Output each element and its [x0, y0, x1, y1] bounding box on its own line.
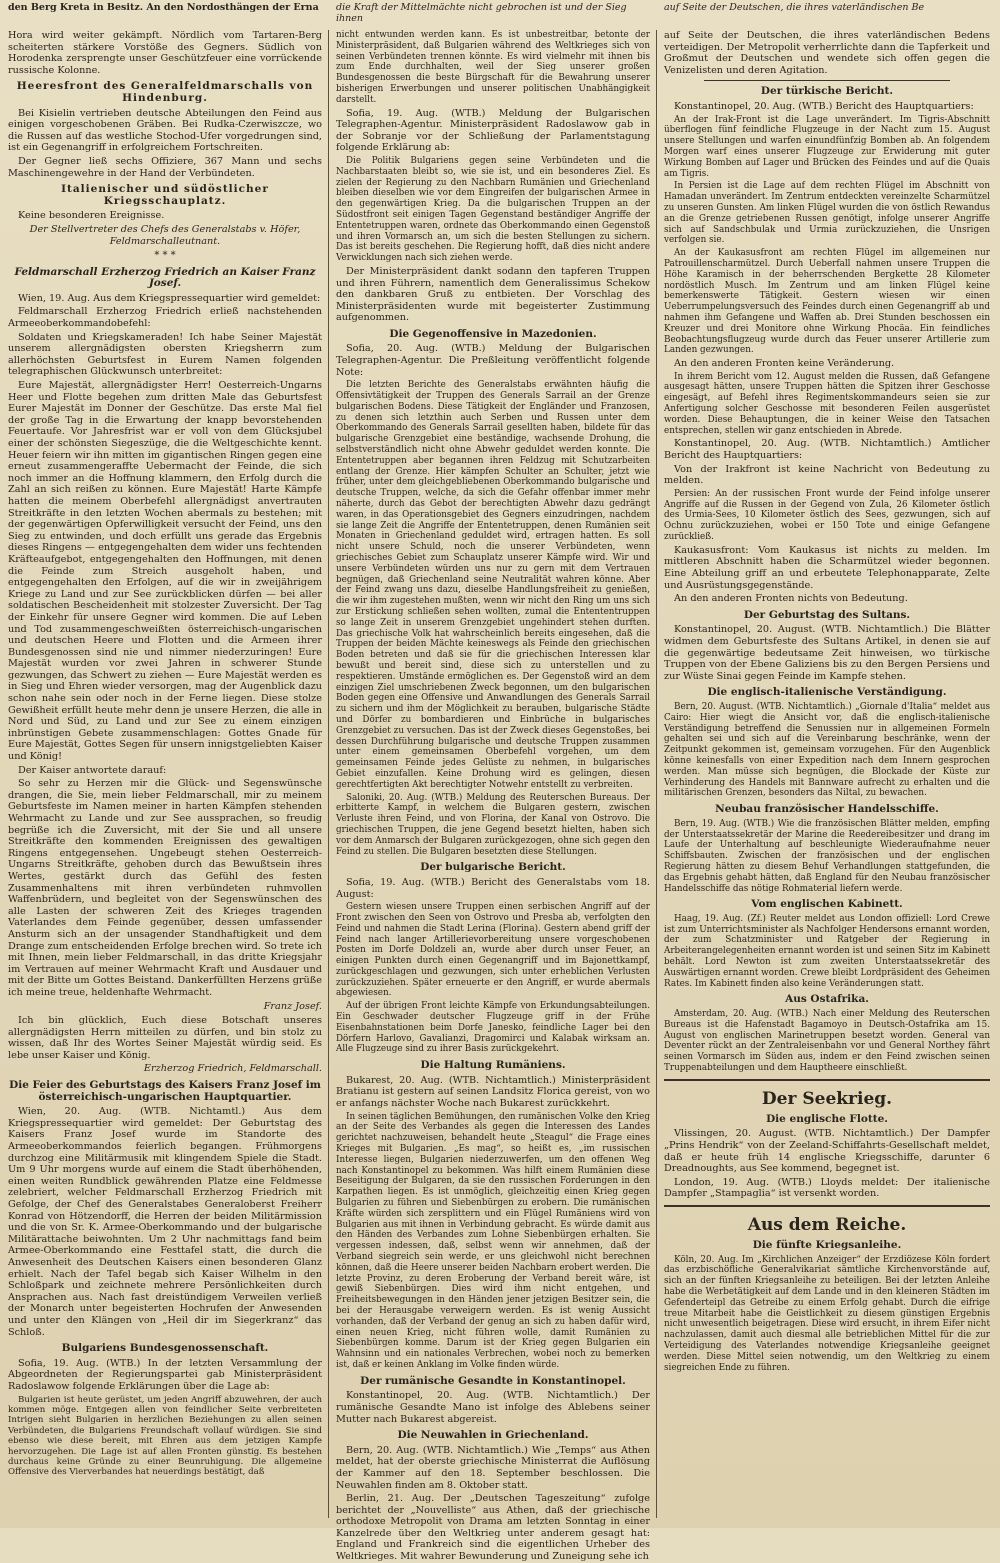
article-text: London, 19. Aug. (WTB.) Lloyds meldet: Der italienische Dampfer „Stampaglia“ ist versenkt worden. [664, 1176, 990, 1200]
article-text: An den anderen Fronten keine Veränderung. [674, 358, 895, 370]
article-text: Amsterdam, 20. Aug. (WTB.) Nach einer Meldung des Reuterschen Bureaus ist die Hafenstadt Bagamoyo in Deutsch-Ostafrika am 15. August von englischen Marinetruppen besetzt worden. General van Deventer rückt an der Zentraleisenbahn vor und General Northey fährt seinen Vormarsch im Süden aus, indem er den Feind zwischen seinen Truppenabteilungen und dem Hauptheere einschließt. [664, 1009, 990, 1074]
article-headline: Der Geburtstag des Sultans. [743, 608, 911, 621]
article-text: Kaukasusfront: Vom Kaukasus ist nichts zu melden. Im mittleren Abschnitt haben die Scharmützel wieder begonnen. Eine Abteilung griff an und erbeutete Telephonapparate, Zelte und Ausrüstungsgegenstände. [664, 544, 990, 591]
article-headline: Die englische Flotte. [766, 1112, 888, 1125]
column-3 [664, 30, 990, 1518]
article-text: Bukarest, 20. Aug. (WTB. Nichtamtlich.) Ministerpräsident Bratianu ist gestern auf seinen Landsitz Florica gereist, von wo er anfangs nächster Woche nach Bukarest zurückkehrt. [336, 1074, 650, 1110]
article-headline: Die Haltung Rumäniens. [420, 1059, 566, 1072]
article-text: In Persien ist die Lage auf dem rechten Flügel im Abschnitt von Hamadan unverändert. Im Zentrum entdeckten vereinzelte Scharmützel zu unseren Gunsten. Am linken Flügel wurden die von östlich Rewandus an die Grenze getriebenen Russen genötigt, infolge unserer Angriffe sich auf Sandschbulak und Urmia zurückzuziehen, die Unsrigen verfolgen sie. [664, 181, 990, 246]
article-headline: Der türkische Bericht. [760, 85, 894, 98]
article-text: Hora wird weiter gekämpft. Nördlich vom Tartaren-Berg scheiterten stärkere Vorstöße des Gegners. Südlich von Horodenka zersprengte unser Geschützfeuer eine vorrückende russische Kolonne. [8, 30, 322, 76]
signature: Erzherzog Friedrich, Feldmarschall. [143, 1063, 322, 1075]
divider [664, 1079, 990, 1081]
article-text: Ich bin glücklich, Euch diese Botschaft unseres allergnädigsten Herrn mitteilen zu dürfen, und bin stolz zu wissen, daß Ihr des Wortes Seiner Majestät würdig seid. Es lebe unser Kaiser und König. [8, 1015, 322, 1061]
article-headline: Die Feier des Geburtstags des Kaisers Franz Josef im österreichisch-ungarischen Hauptquartier. [9, 1079, 321, 1103]
article-text: Soldaten und Kriegskameraden! Ich habe Seiner Majestät unserem allergnädigsten obersten Kriegsherrn zum allerhöchsten Geburtsfest in Eurem Namen folgenden telegraphischen Glückwunsch unterbreitet: [8, 331, 322, 378]
article-headline: Feldmarschall Erzherzog Friedrich an Kaiser Franz Josef. [14, 265, 316, 290]
article-headline: Aus Ostafrika. [785, 993, 869, 1006]
article-text: Die letzten Berichte des Generalstabs erwähnten häufig die Offensivtätigkeit der Truppen des Generals Sarrail an der Grenze bulgarischen Bodens. Diese Tätigkeit der Engländer und Franzosen, zu denen sich letzthin auch Serben und Russen unter dem Oberkommando des Generals Sarrail gesellten haben, bildete für das bulgarische Grenzgebiet eine beständige, wachsende Drohung, die selbstverständlich nicht ohne Abwehr geduldet werden konnte. Die Ententetruppen aber begannen ihren Feldzug mit Schutzarbeiten entlang der Grenze. Hier kämpfen Schulter an Schulter, jetzt wie früher, unter dem gleichgebliebenen Oberkommando bulgarische und deutsche Truppen, welche, da sich die Gefahr offenbar immer mehr näherte, durch das Gebot der berechtigten Abwehr dazu gedrängt waren, in das Operationsgebiet des Gegners einzudringen, nachdem sie lange Zeit die Angriffe der Ententetruppen, denen Rumänien seit Monaten in Griechenland geduldet wird, ertragen hatten. Es soll nicht unsere Schuld, noch die unserer Verbündeten, wenn griechisches Gebiet zum Schauplatz unserer Kämpfe wird. Wir und unsere Verbündeten würden uns nur zu gern mit dem Vertrauen begnügen, daß Griechenland seine Neutralität wahren könne. Aber der Feind zwang uns dazu, dieselbe Handlungsfreiheit zu genießen, die wir ihm zugestehen mußten, wenn wir nicht den Ring um uns sich zur Erstickung schließen sehen wollten, zumal die Entententruppen so lange Zeit in unserem Grenzgebiet ungehindert stehen durften. Das griechische Volk hat wahrscheinlich bereits eingesehen, daß die Truppen der beiden Mächte keineswegs als Feinde den griechischen Boden betreten und daß sie für die griechischen Interessen klar bewußt und bereit sind, diese sich zu unterstellen und zu respektieren. Umstände ermöglichen es. Der Gegenstoß wird an dem einzigen Ziel umschriebenen Zweck begonnen, um den bulgarischen Boden gegen eine Offensive und Anwandlungen des Generals Sarrail zu sichern und ihm der Möglichkeit zu berauben, bulgarische Städte und Dörfer zu bombardieren und Einbrüche in bulgarisches Grenzgebiet zu versuchen. Das ist der Zweck dieses Gegenstoßes, bei dessen Durchführung bulgarische und deutsche Truppen zusammen unter einem gemeinsamen Oberbefehl vorgehen, um dem gemeinsamen Feinde jedes Gelüste zu nehmen, in bulgarisches Gebiet einzufallen. Keine Drohung wird es gelingen, diesen gerechtfertigten Akt berechtigter Notwehr entstellt zu verbreiten. [336, 380, 650, 790]
article-headline: Vom englischen Kabinett. [751, 898, 903, 911]
article-headline: Neubau französischer Handelsschiffe. [715, 803, 939, 816]
article-text: Die Politik Bulgariens gegen seine Verbündeten und die Nachbarstaaten bleibt so, wie sie ist, und ein besonderes Ziel. Es zielen der Regierung zu den Nachbarn Rumänien und Griechenland bleiben dieselben wie vor dem Eingreifen der bulgarischen Armee in den gegenwärtigen Krieg. Da die bulgarischen Truppen an der Südostfront seit einigen Tagen Gegenstand beständiger Angriffe der Ententetruppen waren, ordnete das Oberkommando einen Gegenstoß und ihren Vormarsch an, um sich die besten Stellungen zu sichern. Das ist bereits geschehen. Die Regierung hofft, daß dies nicht andere Verwicklungen nach sich ziehen werde. [336, 155, 650, 264]
article-headline: Die Neuwahlen in Griechenland. [397, 1429, 589, 1442]
article-headline: Der rumänische Gesandte in Konstantinopel. [360, 1374, 626, 1387]
article-text: nicht entwunden werden kann. Es ist unbestreitbar, betonte der Ministerpräsident, daß Bulgarien während des Weltkrieges sich von seinen Verbündeten trennen könnte. Es wird vielmehr mit ihnen bis zum Ende durchhalten, weil der Sieg unserer großen Bundesgenossen die beste Bürgschaft für die Bewahrung unserer bisherigen Erwerbungen und unserer politischen Unabhängigkeit darstellt. [336, 30, 650, 105]
article-text: Köln, 20. Aug. Im „Kirchlichen Anzeiger“ der Erzdiözese Köln fordert das erzbischöfliche Generalvikariat sämtliche Kirchenvorstände auf, sich an der fünften Kriegsanleihe zu beteiligen. Bei der letzten Anleihe habe die Werbetätigkeit auf dem Lande und in den kleineren Städten im Gefenderteipl das Getreibe zu einem Erfolg gehabt. Durch die eifrige treue Mitarbeit habe die Geistlichkeit zu diesem günstigen Ergebnis nicht unwesentlich beigetragen. Diese wird ersucht, in ihrem Eifer nicht nachzulassen, damit auch diesmal alle betrieblichen Mittel für die zur Verteidigung des Vaterlandes notwendige Kriegsanleihe geeignet werden. Diese Mittel seien notwendig, um den Weltkrieg zu einem siegreichen Ende zu führen. [664, 1254, 990, 1373]
article-text: An der Irak-Front ist die Lage unverändert. Im Tigris-Abschnitt überflogen fünf feindliche Flugzeuge in der Nacht zum 15. August unsere Stellungen und warfen einundfünfzig Bomben ab. An folgendem Morgen warf eines unserer Flugzeuge zur Erwiderung mit guter Wirkung Bomben auf Lager und Brücken des Feindes und auf die Quais am Tigris. [664, 114, 990, 179]
article-text: Konstantinopel, 20. Aug. (WTB. Nichtamtlich.) Der rumänische Gesandte Mano ist infolge des Ablebens seiner Mutter nach Bukarest abgereist. [336, 1390, 650, 1425]
article-headline: Die fünfte Kriegsanleihe. [752, 1239, 902, 1251]
article-text: Sofia, 20. Aug. (WTB.) Meldung der Bulgarischen Telegraphen-Agentur. Die Preßleitung veröffentlicht folgende Note: [336, 343, 650, 378]
article-headline: Die englisch-italienische Verständigung. [707, 686, 947, 699]
article-headline: Bulgariens Bundesgenossenschaft. [61, 1342, 269, 1355]
article-text: Persien: An der russischen Front wurde der Feind infolge unserer Angriffe auf die Russen in der Gegend von Zula, 26 Kilometer östlich des Urmia-Sees, 10 Kilometer östlich des Sees, gezwungen, sich auf Ochnu zurückzuziehen, wobei er 150 Tote und einige Gefangene zurückließ. [664, 488, 990, 543]
article-text: So sehr zu Herzen mir die Glück- und Segenswünsche drangen, die Sie, mein lieber Feldmarschall, mir zu meinem Geburtsfeste im Namen meiner in harten Kämpfen stehenden Wehrmacht zu Lande und zur See aussprachen, so freudig begrüße ich die Zuversicht, mit der Sie und all unsere Streitkräfte den kommenden Ereignissen des gewaltigen Ringens entgegensehen. Ungebeugt stehen Oesterreich-Ungarns Streitkräfte, gehoben durch das Bewußtsein ihres Wertes, gestärkt durch das Gefühl des festen Zusammenhaltens mit ihren verbündeten ruhmvollen Waffenbrüdern, und begleitet von der Segenswünschen des alle Lasten der schweren Zeit des Krieges tragenden Vaterlandes dem Feinde gegenüber, dessen umfassender Ansturm sich an der unsagender Standhaftigkeit und dem Drange zum entscheidenden Erfolge brechen wird. So trete ich mit Ihnen, mein lieber Feldmarschall, in das dritte Kriegsjahr im Vertrauen auf meiner Wehrmacht Kraft und Ausdauer und mit der Bitte um Gottes Beistand. Dankerfüllten Herzens grüße ich meine treue, heldenhafte Wehrmacht. [8, 778, 322, 998]
column-2 [336, 30, 650, 1563]
article-text: In seinen täglichen Bemühungen, den rumänischen Volke den Krieg an der Seite des Verbandes als gegen die Interessen des Landes gerichtet nachzuweisen, behandelt heute „Steagul“ die Frage eines Krieges mit Bulgarien. „Es mag“, so heißt es, „im russischen Interesse liegen, Bulgarien niederzuwerfen, um den offenen Weg nach Konstantinopel zu bekommen. Was hilft einem Rumänien diese Beseitigung der Bulgaren, da sie den russischen Forderungen in den Karpathen liegen. Es ist unmöglich, gleichzeitig einen Krieg gegen Bulgarien zu führen und Siebenbürgen zu erobern. Die rumänischen Kräfte würden sich zersplittern und ein Flügel Rumäniens wird von Bulgarien aus mit ihnen in Verbindung gebracht. Es würde damit aus den Händen des Verbandes zum Lohne Siebenbürgen erhalten. Sie vergessen indessen, daß, selbst wenn wir annehmen, daß der Verband siegreich sein werde, er uns gleichwohl nicht berechnen können, daß die Heere unserer beiden Nachbarn erobert werden. Die letzte Provinz, zu deren Eroberung der Verband bereit wäre, ist gewiß Siebenbürgen. Dies wird ihm nicht entgehen, und Freiheitsbewegungen in den Händen jener jetzigen Besitzer sein, die bei der Herausgabe verweigern werden. Es ist wenig Aussicht vorhanden, daß der Verband der genug an sich zu haben dafür wird, einen neuen Krieg, nicht führen wolle, damit Rumänien zu Siebenbürgen komme. Darum ist der Krieg gegen Bulgarien ein Wahnsinn und ein nationales Verbrechen, wobei noch zu bemerken ist, daß er keinen Anklang im Volke finden würde. [336, 1111, 650, 1370]
column-divider-1 [328, 30, 329, 1518]
article-text: Bulgarien ist heute gerüstet, um jeden Angriff abzuwehren, der auch kommen möge. Entgegen allen von feindlicher Seite verbreiteten Intrigen sieht Bulgarien in herzlichen Beziehungen zu allen seinen Verbündeten, die Bulgariens Freundschaft vollauf würdigen. Sie sind ebenso wie diese bereit, mit Ehren aus dem jetzigen Kampfe hervorzugehen. Die Lage ist auf allen Fronten günstig. Es bestehen durchaus keine Gründe zu einer Beunruhigung. Die allgemeine Offensive des Vierverbandes hat neuerdings bestätigt, daß [8, 1394, 322, 1478]
top-strip [0, 0, 1000, 30]
article-text: Bern, 19. Aug. (WTB.) Wie die französischen Blätter melden, empfing der Unterstaatssekretär der Marine die Reedereibesitzer und drang im Laufe der Unterhaltung auf beschleunigte Wiederaufnahme neuer Schiffsbauten. Zwischen der französischen und der englischen Regierung hätten zu diesem Behuf Verhandlungen stattgefunden, die das Ergebnis gehabt hätten, daß England für den Neubau französischer Handelsschiffe das nötige Rohmaterial liefern werde. [664, 818, 990, 894]
article-text: Bern, 20. August. (WTB. Nichtamtlich.) „Giornale d'Italia“ meldet aus Cairo: Hier wiegt die Ansicht vor, daß die englisch-italienische Verständigung betreffend die Senussien nur in allgemeinen Formeln gehalten sei und sich auf die Vereinbarung beschränke, wenn der Zeitpunkt gekommen ist, gemeinsam vorzugehen. Für den Augenblick könne keinesfalls von einer Expedition nach dem Innern gesprochen werden. Man müsse sich begnügen, die Blockade der Küste zur Verhinderung des Handels mit Bannware aufrecht zu erhalten und die militärischen Grenzen, besonders das Niltal, zu bewachen. [664, 701, 990, 799]
article-text: Der Kaiser antwortete darauf: [18, 764, 167, 776]
article-headline: Die Gegenoffensive in Mazedonien. [389, 327, 597, 340]
signature: Der Stellvertreter des Chefs des Generalstabs v. Höfer, Feldmarschalleutnant. [29, 223, 301, 247]
article-text: Der Ministerpräsident dankt sodann den tapferen Truppen und ihren Führern, namentlich dem Generalissimus Schekow den dankbaren Gruß zu entbieten. Der Vorschlag des Ministerpräsidenten wurde mit begeisterter Zustimmung aufgenommen. [336, 265, 650, 324]
divider [704, 80, 950, 81]
article-text: Sofia, 19. Aug. (WTB.) Meldung der Bulgarischen Telegraphen-Agentur. Ministerpräsident Radoslawow gab in der Sobranje vor der Schließung der Parlamentstagung folgende Erklärung ab: [336, 107, 650, 154]
separator-stars: * * * [154, 250, 176, 262]
article-text: Eure Majestät, allergnädigster Herr! Oesterreich-Ungarns Heer und Flotte begehen zum dritten Male das Geburtsfest Eurer Majestät im Donner der Geschütze. Das erste Mal fiel der große Tag in die Erwartung der knapp bevorstehenden Feuertaufe. Vor Jahresfrist war er voll von dem Glücksjubel einer der schönsten Siegeszüge, die die Weltgeschichte kennt. Heuer feiern wir ihn mitten im gigantischen Ringen gegen eine erneut zusammengeraffte Uebermacht der Feinde, die sich noch immer an die Hoffnung klammern, den Erfolg durch die Zahl an sich reißen zu können. Eure Majestät! Harte Kämpfe hatten die meinem Oberbefehl allergnädigst anvertrauten Streitkräfte in den letzten Wochen abermals zu bestehen; mit der gegenwärtigen Opferwilligkeit versucht der Feind, uns den Sieg zu entwinden, und doch erfüllt uns gerade das Ergebnis dieses Ringens — entgegengehalten dem wider uns fechtenden Kräfteaufgebot, entgegengehalten den Hoffnungen, mit denen die Feinde zum Streich ausgeholt haben, und entgegengehalten den Erfolgen, auf die wir in zweijährigem Kriege zu Land und zur See zurückblicken dürfen — bei aller soldatischen Bescheidenheit mit stolzester Zuversicht. Der Tag der Einkehr für unsere Gegner wird kommen. Die auf Leben und Tod zusammengeschweißten österreichisch-ungarischen und deutschen Heere und Flotten und die Armeen ihrer Bundesgenossen sind nie und nimmer niederzuringen! Eure Majestät wurden vor zwei Jahren in schwerer Stunde gezwungen, das Schwert zu ziehen — Eure Majestät werden es in Sieg und Ehren wieder versorgen, mag der Augenblick dazu schon nahe sein oder noch in der Ferne liegen. Diese stolze Gewißheit erfüllt heute mehr denn je unsere Herzen, die alle in Nord und Süd, zu Land und zur See zu einem einzigen inbrünstigen Gebete zusammenschlagen: Gottes Gnade für Eure Majestät, Gottes Segen für unsern innigstgeliebten Kaiser und König! [8, 380, 322, 763]
top-strip-left: den Berg Kreta in Besitz. An den Nordosthängen der Erna [8, 2, 319, 13]
article-headline: Der bulgarische Bericht. [420, 861, 566, 874]
article-text: An den anderen Fronten nichts von Bedeutung. [674, 593, 908, 605]
article-text: Wien, 19. Aug. Aus dem Kriegspressequartier wird gemeldet: [18, 292, 321, 304]
article-text: Der Gegner ließ sechs Offiziere, 367 Mann und sechs Maschinengewehre in der Hand der Verbündeten. [8, 155, 322, 179]
article-text: An der Kaukasusfront am rechten Flügel im allgemeinen nur Patrouillenscharmützel. Durch Ueberfall nahmen unsere Truppen die Höhe Karamisch in der beherrschenden Bergkette 28 Kilometer nordöstlich Musch. Im Zentrum und am linken Flügel keine bemerkenswerte Tätigkeit. Gestern wiesen wir einen Ueberrumpelungsversuch des Feindes durch einen Gegenangriff ab und nahmen ihm Gefangene und Waffen ab. Drei Stunden beschossen ein Kreuzer und drei Monitore ohne Wirkung Phocäa. Ein feindliches Beobachtungsflugzeug wurde durch das Feuer unserer Artillerie zum Landen gezwungen. [664, 248, 990, 356]
top-strip-right: auf Seite der Deutschen, die ihres vaterländischen Be [664, 2, 925, 13]
article-text: Konstantinopel, 20. August. (WTB. Nichtamtlich.) Die Blätter widmen dem Geburtsfeste des Sultans Artikel, in denen sie auf die gegenwärtige bedeutsame Zeit hinweisen, wo türkische Truppen von der Ebene Galiziens bis zu den Bergen Persiens und zur Wüste Sinai gegen Feinde im Kampfe stehen. [664, 624, 990, 682]
article-text: Konstantinopel, 20. Aug. (WTB. Nichtamtlich.) Amtlicher Bericht des Hauptquartiers: [664, 438, 990, 462]
article-text: In ihrem Bericht vom 12. August melden die Russen, daß Gefangene ausgesagt hätten, unsere Truppen hätten die Spitzen ihrer Geschosse eingesägt, auf Befehl ihres Regimentskommandeurs seien sie zur Anfertigung solcher Geschosse mit besonderen Feilen ausgerüstet worden. Diese Behauptungen, die in keiner Weise den Tatsachen entsprechen, stellen wir ganz entschieden in Abrede. [664, 371, 990, 436]
article-text: Bei Kisielin vertrieben deutsche Abteilungen den Feind aus einigen vorgeschobenen Gräben. Bei Rudka-Czerwiszcze, wo die Russen auf das westliche Stochod-Ufer vorgedrungen sind, ist ein Gegenangriff in erfolgreichem Fortschreiten. [8, 107, 322, 154]
article-text: Berlin, 21. Aug. Der „Deutschen Tageszeitung“ zufolge berichtet der „Nouvelliste“ aus Athen, daß der griechische orthodoxe Metropolit von Drama am letzten Sonntag in einer Kanzelrede über den Weltkrieg unter anderem gesagt hat: England und Frankreich sind die eigentlichen Urheber des Weltkrieges. Mit wahrer Bewunderung und Zuneigung sehe ich [336, 1493, 650, 1563]
divider [664, 1205, 990, 1207]
column-divider-2 [656, 30, 657, 1518]
article-text: Sofia, 19. Aug. (WTB.) Bericht des Generalstabs vom 18. August: [336, 876, 650, 900]
top-strip-middle: die Kraft der Mittelmächte nicht gebrochen ist und der Sieg ihnen [336, 2, 627, 24]
signature: Franz Josef. [263, 1000, 322, 1012]
article-text: Feldmarschall Erzherzog Friedrich erließ nachstehenden Armeeoberkommandobefehl: [8, 306, 322, 330]
article-text: Konstantinopel, 20. Aug. (WTB.) Bericht des Hauptquartiers: [674, 100, 974, 112]
section-heading: Italienischer und südöstlicher Kriegsschauplatz. [61, 183, 269, 207]
article-text: Keine besonderen Ereignisse. [18, 210, 165, 222]
article-text: Gestern wiesen unsere Truppen einen serbischen Angriff auf der Front zwischen den Seen von Ostrovo und Presba ab, verfolgten den Feind und nahmen die Stadt Lerina (Florina). Gestern abend griff der Feind nach langer Artillerievorbereitung unsere vorgeschobenen Posten im Dorfe Doldzeli an, wurde aber durch unser Feuer, an einigen Punkten durch einen Gegenangriff und im Bajonettkampf, zurückgeschlagen und gezwungen, sich unter erheblichen Verlusten zurückzuziehen. Später erneuerte er den Angriff, er wurde abermals abgewiesen. [336, 902, 650, 999]
article-text: Bern, 20. Aug. (WTB. Nichtamtlich.) Wie „Temps“ aus Athen meldet, hat der oberste griechische Ministerrat die Auflösung der Kammer auf den 18. September beschlossen. Die Neuwahlen finden am 8. Oktober statt. [336, 1444, 650, 1491]
article-text: Von der Irakfront ist keine Nachricht von Bedeutung zu melden. [664, 463, 990, 487]
section-title: Der Seekrieg. [761, 1088, 893, 1109]
column-1 [8, 30, 322, 1518]
section-heading: Heeresfront des Generalfeldmarschalls von Hindenburg. [16, 80, 314, 104]
section-title: Aus dem Reiche. [747, 1215, 907, 1235]
article-text: Sofia, 19. Aug. (WTB.) In der letzten Versammlung der Abgeordneten der Regierungspartei gab Ministerpräsident Radoslawow folgende Erklärungen über die Lage ab: [8, 1357, 322, 1392]
article-text: Haag, 19. Aug. (Zf.) Reuter meldet aus London offiziell: Lord Crewe ist zum Unterrichtsminister als Nachfolger Hendersons ernannt worden, der zum Schatzminister und Ratgeber der Regierung in Arbeiterangelegenheiten ernannt worden ist und seinen Sitz im Kabinett behält. Lord Newton ist zum zweiten Unterstaatssekretär des Auswärtigen ernannt worden. Crewe bleibt Lordpräsident des Geheimen Rates. Im Kabinett finden also keine Veränderungen statt. [664, 913, 990, 989]
article-text: Saloniki, 20. Aug. (WTB.) Meldung des Reuterschen Bureaus. Der erbitterte Kampf, in welchem die Bulgaren gestern, zwischen Verluste ihren Feind, und von Florina, der Kanal von Ostrovo. Die griechischen Truppen, die jene Gegend besetzt hielten, haben sich vor dem Anmarsch der Bulgaren zurückgezogen, ohne sich gegen den Feind zu stellen. Die Bulgaren besetzten diese Stellungen. [336, 792, 650, 857]
article-text: Wien, 20. Aug. (WTB. Nichtamtl.) Aus dem Kriegspressequartier wird gemeldet: Der Geburtstag des Kaisers Franz Josef wurde im Standorte des Armeeoberkommandos feierlich begangen. Frühmorgens durchzog eine Militärmusik mit klingendem Spiele die Stadt. Um 9 Uhr morgens wurde auf einem die Stadt überhöhenden, einen weiten Rundblick gewährenden Platze eine Feldmesse zelebriert, welcher Feldmarschall Erzherzog Friedrich mit Gefolge, der Chef des Generalstabes Generaloberst Freiherr Konrad von Hötzendorff, die Herren der beiden Militärmission und die von Sr. K. Armee-Oberkommando und der bulgarische Militärattache beiwohnten. Um 2 Uhr nachmittags fand beim Armee-Oberkommando eine Festtafel statt, die durch die Anwesenheit des Deutschen Kaisers einen besonderen Glanz erhielt. Nach der Tafel begab sich Kaiser Wilhelm in den Schloßpark und zeichnete mehrere Persönlichkeiten durch Ansprachen aus. Nach fast dreistündigem Verweilen verließ der Monarch unter begeisterten Hochrufen der Anwesenden und unter den Klängen von „Heil dir im Siegerkranz“ das Schloß. [8, 1106, 322, 1338]
article-text: auf Seite der Deutschen, die ihres vaterländischen Bedens verteidigen. Der Metropolit verherrlichte dann die Tapferkeit und Großmut der Deutschen und wendete sich offen gegen die Venizelisten und deren Agitation. [664, 30, 990, 76]
article-text: Auf der übrigen Front leichte Kämpfe von Erkundungsabteilungen. Ein Geschwader deutscher Flugzeuge griff in der Frühe Eisenbahnstationen beim Dorfe Janesko, feindliche Lager bei den Dörfern Harlovo, Gavalianzi, Dragomirci und Kalabak wirksam an. Alle Flugzeuge sind zu ihrer Basis zurückgekehrt. [336, 1001, 650, 1055]
article-text: Vlissingen, 20. August. (WTB. Nichtamtlich.) Der Dampfer „Prins Hendrik“ von der Zeeland-Schiffahrts-Gesellschaft meldet, daß er heute früh 14 englische Kriegsschiffe, darunter 6 Dreadnoughts, aus See kommend, begegnet ist. [664, 1128, 990, 1175]
